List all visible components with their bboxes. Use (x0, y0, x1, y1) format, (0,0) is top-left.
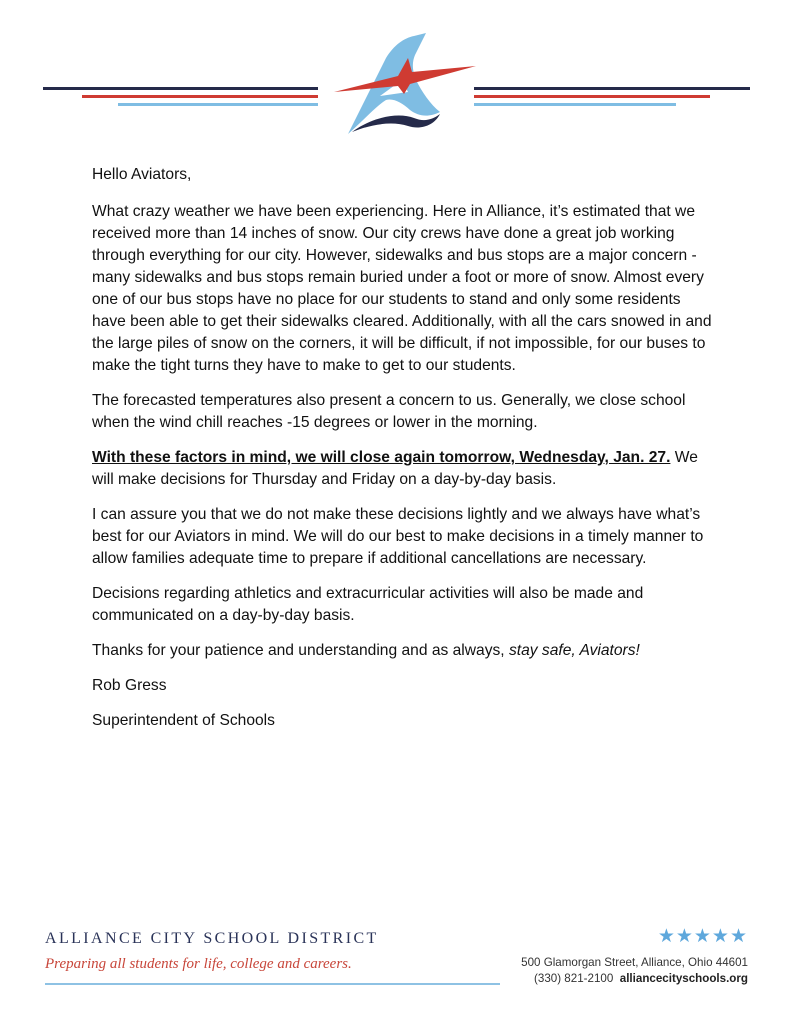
closure-followup: We will make decisions for Thursday and Friday on a day-by-day basis. (92, 449, 698, 488)
footer-contact (521, 926, 748, 987)
address: 500 Glamorgan Street, Alliance, Ohio 44601 (521, 956, 748, 969)
paragraph-assurance: I can assure you that we do not make these decisions lightly and we always have what’s best for our Aviators in mind. We will do our best to make decisions in a timely manner to allow families adequate time to prepare if additional cancellations are necessary. (92, 506, 704, 567)
greeting: Hello Aviators, (92, 166, 192, 183)
closing-italic: stay safe, Aviators! (508, 642, 640, 659)
contact-line (521, 971, 748, 987)
aviators-a-logo-icon (334, 33, 476, 134)
website-link[interactable]: alliancecityschools.org (619, 972, 748, 985)
closing-line (92, 640, 712, 662)
phone: (330) 821-2100 (534, 972, 614, 985)
paragraph-closure (92, 447, 712, 491)
closing-text: Thanks for your patience and understanding and as always, (92, 642, 509, 659)
paragraph-activities: Decisions regarding athletics and extracurricular activities will also be made and communicated on a day-by-day basis. (92, 585, 644, 624)
closure-announcement: With these factors in mind, we will close again tomorrow, Wednesday, Jan. 27. (92, 449, 671, 466)
footer-branding (45, 930, 505, 973)
letterhead (0, 0, 796, 140)
paragraph-weather: What crazy weather we have been experiencing. Here in Alliance, it’s estimated that we received more than 14 inches of snow. Our city crews have done a great job working through everything for our city. However, sidewalks and bus stops are a major concern - many sidewalks and bus stops remain buried under a foot or more of snow. Almost every one of our bus stops have no place for our students to stand and only some residents have been able to get their sidewalks cleared. Additionally, with all the cars snowed in and the large piles of snow on the corners, it will be difficult, if not impossible, for our buses to make the tight turns they have to make to get to our students. (92, 203, 712, 374)
district-tagline: Preparing all students for life, college and careers. (45, 956, 352, 972)
stars-icon: ★★★★★ (657, 926, 748, 947)
signature-title: Superintendent of Schools (92, 712, 275, 729)
letter-body (92, 164, 712, 745)
district-name: ALLIANCE CITY SCHOOL DISTRICT (45, 930, 379, 947)
footer-divider (45, 983, 500, 985)
paragraph-temperatures: The forecasted temperatures also present a concern to us. Generally, we close school when the wind chill reaches -15 degrees or lower in the morning. (92, 392, 686, 431)
signature-name: Rob Gress (92, 677, 167, 694)
